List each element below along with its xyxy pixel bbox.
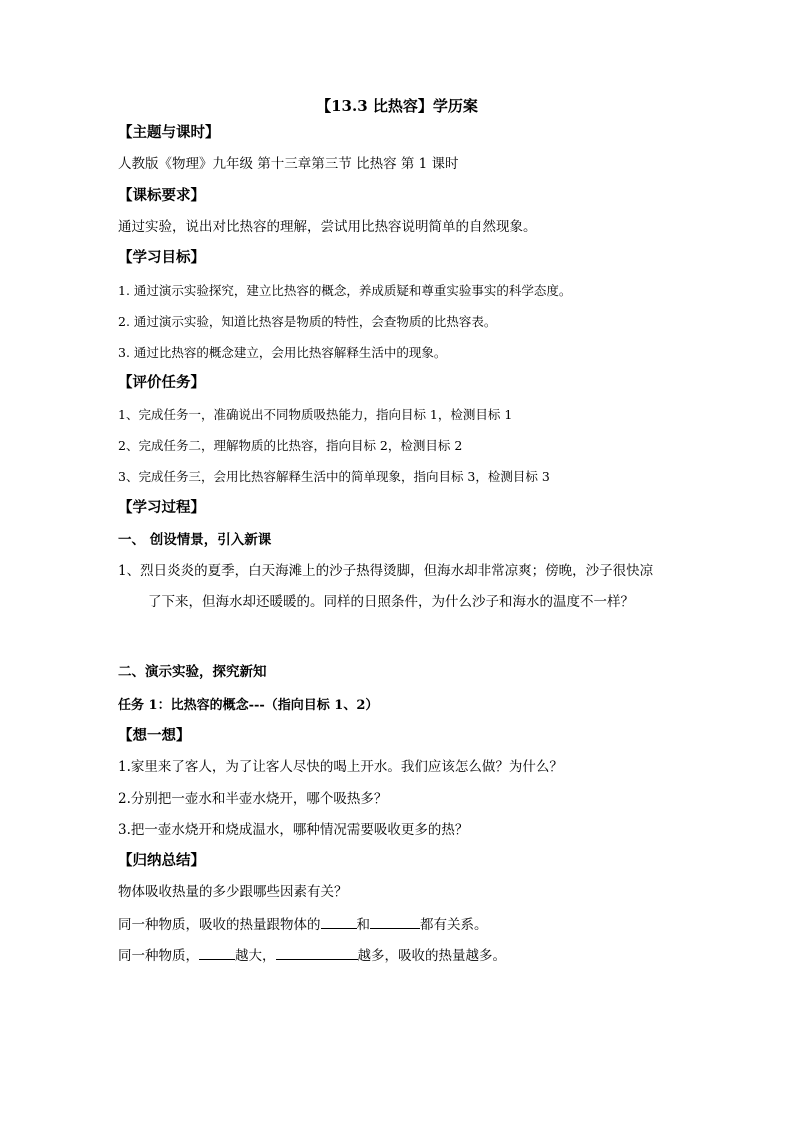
section-theme-heading: 【主题与课时】 [118,124,220,141]
goal-item: 3. 通过比热容的概念建立，会用比热容解释生活中的现象。 [118,345,447,360]
think-heading: 【想一想】 [118,727,191,744]
fill1-text-c: 都有关系。 [420,917,488,933]
part1-question-line1: 1、烈日炎炎的夏季，白天海滩上的沙子热得烫脚，但海水却非常凉爽；傍晚，沙子很快凉 [118,563,654,579]
think-item: 2.分别把一壶水和半壶水烧开，哪个吸热多？ [118,791,388,807]
task-item: 1、完成任务一，准确说出不同物质吸热能力，指向目标 1，检测目标 1 [118,407,513,422]
blank-field[interactable] [370,914,420,929]
goal-item: 2. 通过演示实验，知道比热容是物质的特性，会查物质的比热容表。 [118,314,497,329]
blank-field[interactable] [321,914,357,929]
part1-heading: 一、 创设情景，引入新课 [118,532,272,548]
fill1-text-b: 和 [356,917,370,933]
fill2-text-a: 同一种物质， [118,948,199,964]
part1-question-line2: 了下来，但海水却还暖暖的。同样的日照条件，为什么沙子和海水的温度不一样？ [148,594,634,610]
think-item: 1.家里来了客人，为了让客人尽快的喝上开水。我们应该怎么做？为什么？ [118,759,563,775]
section-goals-heading: 【学习目标】 [118,249,205,266]
fill2-text-b: 越大， [235,948,276,964]
section-standard-heading: 【课标要求】 [118,187,205,204]
part2-heading: 二、演示实验，探究新知 [118,664,267,680]
fill2-text-c: 越多，吸收的热量越多。 [357,948,506,964]
summary-question: 物体吸收热量的多少跟哪些因素有关？ [118,884,348,900]
blank-field[interactable] [199,945,235,960]
fill-blank-line-2 [118,945,506,965]
standard-text: 通过实验，说出对比热容的理解，尝试用比热容说明简单的自然现象。 [118,219,537,235]
think-item: 3.把一壶水烧开和烧成温水，哪种情况需要吸收更多的热？ [118,822,469,838]
summary-heading: 【归纳总结】 [118,852,205,869]
fill1-text-a: 同一种物质，吸收的热量跟物体的 [118,917,321,933]
goal-item: 1. 通过演示实验探究，建立比热容的概念，养成质疑和尊重实验事实的科学态度。 [118,283,572,298]
fill-blank-line-1 [118,914,488,934]
section-tasks-heading: 【评价任务】 [118,374,205,391]
task1-heading: 任务 1：比热容的概念---（指向目标 1、2） [118,698,379,713]
blank-field[interactable] [276,945,358,960]
page-title: 【13.3 比热容】学历案 [316,97,478,115]
theme-text: 人教版《物理》九年级 第十三章第三节 比热容 第 1 课时 [118,156,459,172]
section-process-heading: 【学习过程】 [118,499,205,516]
task-item: 2、完成任务二，理解物质的比热容，指向目标 2，检测目标 2 [118,438,463,453]
task-item: 3、完成任务三，会用比热容解释生活中的简单现象，指向目标 3，检测目标 3 [118,469,550,484]
